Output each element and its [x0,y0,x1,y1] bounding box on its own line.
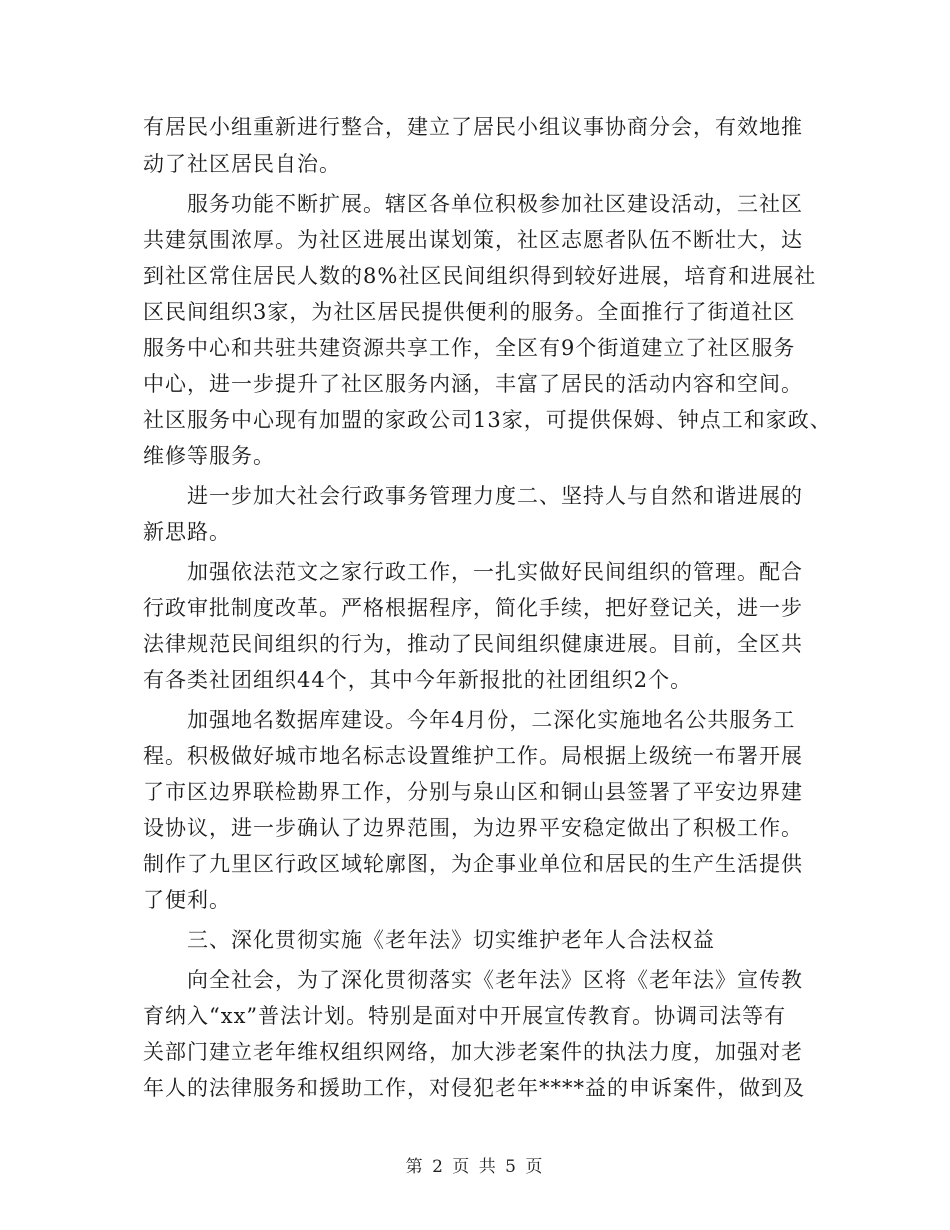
text-line: 服务中心和共驻共建资源共享工作，全区有9个街道建立了社区服务 [143,336,796,360]
page-number-footer: 第 2 页 共 5 页 [405,1157,545,1177]
text-line: 了市区边界联检勘界工作，分别与泉山区和铜山县签署了平安边界建 [143,780,803,804]
text-line: 育纳入“xx”普法计划。特别是面对中开展宣传教育。协调司法等有 [143,1004,787,1028]
section-heading: 三、深化贯彻实施《老年法》切实维护老年人合法权益 [187,928,715,952]
text-line: 社区服务中心现有加盟的家政公司13家，可提供保姆、钟点工和家政、 [143,408,832,432]
text-line: 行政审批制度改革。严格根据程序，简化手续，把好登记关，进一步 [143,596,803,620]
text-line: 有居民小组重新进行整合，建立了居民小组议事协商分会，有效地推 [143,115,803,139]
paragraph-first-line: 进一步加大社会行政事务管理力度二、坚持人与自然和谐进展的 [187,484,803,508]
text-line: 关部门建立老年维权组织网络，加大涉老案件的执法力度，加强对老 [143,1040,803,1064]
text-line: 新思路。 [143,520,231,544]
text-line: 中心，进一步提升了社区服务内涵，丰富了居民的活动内容和空间。 [143,372,803,396]
text-line: 法律规范民间组织的行为，推动了民间组织健康进展。目前，全区共 [143,632,803,656]
paragraph-first-line: 向全社会，为了深化贯彻落实《老年法》区将《老年法》宣传教 [187,968,803,992]
text-line: 了便利。 [143,888,231,912]
paragraph-first-line: 服务功能不断扩展。辖区各单位积极参加社区建设活动，三社区 [187,192,803,216]
text-line: 设协议，进一步确认了边界范围，为边界平安稳定做出了积极工作。 [143,816,803,840]
paragraph-first-line: 加强地名数据库建设。今年4月份，二深化实施地名公共服务工 [187,708,796,732]
text-line: 区民间组织3家，为社区居民提供便利的服务。全面推行了街道社区 [143,300,796,324]
text-line: 维修等服务。 [143,444,275,468]
text-line: 动了社区居民自治。 [143,152,341,176]
text-line: 到社区常住居民人数的8%社区民间组织得到较好进展，培育和进展社 [143,264,817,288]
text-line: 有各类社团组织44个，其中今年新报批的社团组织2个。 [143,668,693,692]
text-line: 程。积极做好城市地名标志设置维护工作。局根据上级统一布署开展 [143,744,803,768]
text-line: 制作了九里区行政区域轮廓图，为企事业单位和居民的生产生活提供 [143,852,803,876]
text-line: 年人的法律服务和援助工作，对侵犯老年****益的申诉案件，做到及 [143,1076,805,1100]
text-line: 共建氛围浓厚。为社区进展出谋划策，社区志愿者队伍不断壮大，达 [143,228,803,252]
paragraph-first-line: 加强依法范文之家行政工作，一扎实做好民间组织的管理。配合 [187,560,803,584]
